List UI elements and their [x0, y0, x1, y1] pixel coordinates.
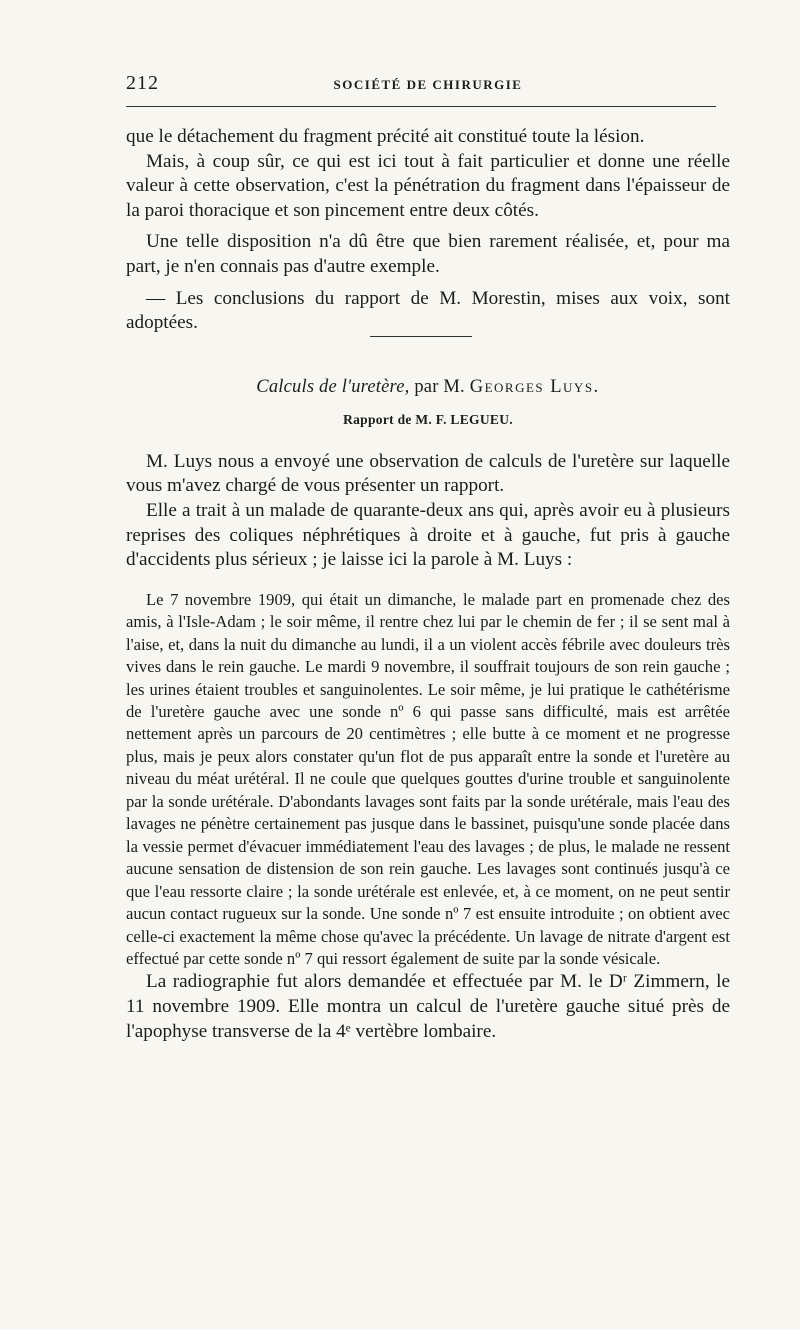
article-title-italic: Calculs de l'uretère, — [256, 376, 410, 397]
quote-paragraph: Le 7 novembre 1909, qui était un dimanche, le malade part en promenade chez des amis, à l'Isle-Adam ; le soir même, il rentre chez lui par le chemin de fer ; il se sent mal à l'aise, et, dans la nuit du dimanche au lundi, il a un violent accès fébrile avec douleurs très vives dans le rein gauche. Le mardi 9 novembre, il souffrait toujours de son rein gauche ; les urines étaient troubles et sanguinolentes. Le soir même, je lui pratique le cathétérisme de l'uretère gauche avec une sonde nº 6 qui passe sans difficulté, mais est arrêtée nettement après un parcours de 20 centimètres ; elle butte à ce moment et ne progresse plus, mais je peux alors constater qu'un flot de pus apparaît entre la sonde et l'uretère au niveau du méat urétéral. Il ne coule que quelques gouttes d'urine trouble et sanguinolente par la sonde urétérale. D'abondants lavages sont faits par la sonde urétérale, mais l'eau des lavages ne pénètre certainement pas jusque dans le bassinet, puisqu'une sonde placée dans la vessie permet d'évacuer immédiatement l'eau des lavages ; de plus, le malade ne ressent aucune sensation de distension de son rein gauche. Les lavages sont continués jusqu'à ce que l'eau ressorte claire ; la sonde urétérale est enlevée, et, à ce moment, on ne peut sentir aucun contact rugueux sur la sonde. Une sonde nº 7 est ensuite introduite ; on obtient avec celle-ci exactement la même chose qu'avec la précédente. Un lavage de nitrate d'argent est effectué par cette sonde nº 7 qui ressort également de suite par la sonde vésicale. — [126, 589, 730, 968]
quoted-observation — [126, 589, 730, 971]
section-divider — [370, 336, 472, 337]
paragraph: Mais, à coup sûr, ce qui est ici tout à fait particulier et donne une réelle valeur à cette observation, c'est la pénétration du fragment dans l'épaisseur de la paroi thoracique et son pincement entre deux côtés. — [126, 150, 730, 221]
report-line: Rapport de M. F. LEGUEU. — [343, 411, 513, 427]
paragraph: Une telle disposition n'a dû être que bien rarement réalisée, et, pour ma part, je n'en connais pas d'autre exemple. — [126, 231, 730, 277]
header-rule — [126, 106, 716, 107]
article-title — [126, 377, 730, 398]
paragraph: Elle a trait à un malade de quarante-deux ans qui, après avoir eu à plusieurs reprises des coliques néphrétiques à droite et à gauche, fut pris à gauche d'accidents plus sérieux ; je laisse ici la parole à M. Luys : — [126, 499, 730, 571]
article-author: Georges Luys. — [469, 376, 600, 397]
closing-text — [126, 970, 730, 1044]
conclusion-paragraph: — Les conclusions du rapport de M. Morestin, mises aux voix, sont adoptées. — [126, 287, 730, 334]
paragraph: que le détachement du fragment précité ait constitué toute la lésion. — [126, 126, 645, 147]
paragraph: M. Luys nous a envoyé une observation de calculs de l'uretère sur laquelle vous m'avez chargé de vous présenter un rapport. — [126, 450, 730, 497]
previous-article-text — [126, 125, 730, 336]
report-text — [126, 450, 730, 573]
running-title: SOCIÉTÉ DE CHIRURGIE — [333, 77, 523, 92]
page-number: 212 — [126, 72, 159, 94]
running-head — [126, 70, 730, 100]
article-title-by: par M. — [414, 376, 465, 397]
book-page — [126, 70, 730, 1044]
paragraph: La radiographie fut alors demandée et effectuée par M. le Dʳ Zimmern, le 11 novembre 1909. Elle montra un calcul de l'uretère gauche situé près de l'apophyse transverse de la 4ᵉ vertèbre lombaire. — [126, 971, 730, 1042]
